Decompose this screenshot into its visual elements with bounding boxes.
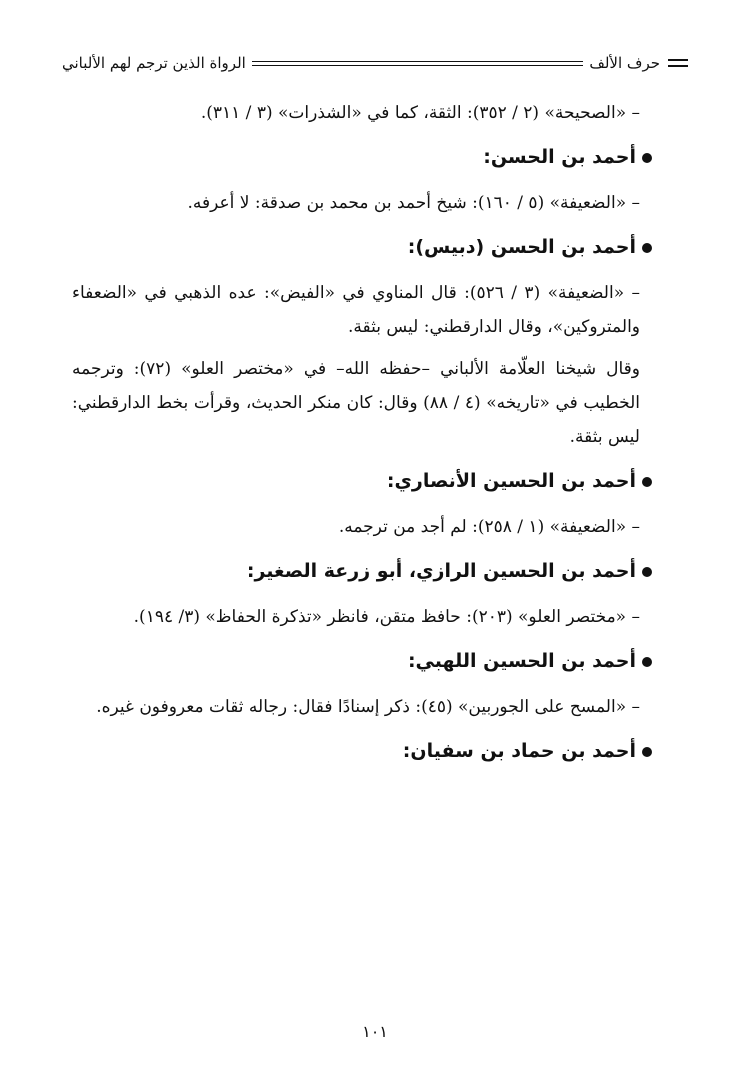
entry-paragraph: – «مختصر العلو» (٢٠٣): حافظ متقن، فانظر «تذكرة الحفاظ» (٣/ ١٩٤).: [133, 607, 640, 627]
page-number: ١٠١: [362, 1022, 388, 1041]
entry-continued: [72, 96, 640, 130]
bullet-icon: [642, 153, 652, 163]
entry-paragraph: – «الضعيفة» (٥ / ١٦٠): شيخ أحمد بن محمد بن صدقة: لا أعرفه.: [187, 193, 640, 213]
bullet-icon: [642, 657, 652, 667]
bullet-icon: [642, 477, 652, 487]
entry-paragraph: وقال شيخنا العلّامة الألباني –حفظه الله– في «مختصر العلو» (٧٢): وترجمه الخطيب في «تاريخه» (٤ / ٨٨) وقال: كان منكر الحديث، وقرأت بخط الدارقطني: ليس بثقة.: [72, 359, 640, 447]
entry-paragraph: – «الصحيحة» (٢ / ٣٥٢): الثقة، كما في «الشذرات» (٣ / ٣١١).: [200, 103, 640, 123]
entry-paragraph: – «المسح على الجوربين» (٤٥): ذكر إسنادًا فقال: رجاله ثقات معروفون غيره.: [96, 697, 640, 717]
book-title: الرواة الذين ترجم لهم الألباني: [62, 54, 246, 72]
entry-ahmad-ibn-hammad: [72, 738, 640, 764]
entry-paragraph: – «الضعيفة» (١ / ٢٥٨): لم أجد من ترجمه.: [338, 517, 640, 537]
bullet-icon: [642, 243, 652, 253]
narrator-name: أحمد بن الحسن:: [72, 144, 652, 170]
narrator-name: أحمد بن الحسن (دبيس):: [72, 234, 652, 260]
entry-ahmad-ibn-al-husayn-al-ansari: [72, 468, 640, 544]
entry-paragraph: – «الضعيفة» (٣ / ٥٢٦): قال المناوي في «الفيض»: عده الذهبي في «الضعفاء والمتروكين»، وقال الدارقطني: ليس بثقة.: [72, 283, 640, 337]
bullet-icon: [642, 567, 652, 577]
bullet-icon: [642, 747, 652, 757]
entry-ahmad-ibn-al-husayn-al-razi: [72, 558, 640, 634]
chapter-title: حرف الألف: [589, 54, 660, 72]
header-rule: [252, 61, 584, 66]
narrator-name: أحمد بن حماد بن سفيان:: [72, 738, 652, 764]
header-ornament: [668, 59, 688, 67]
narrator-name: أحمد بن الحسين اللهبي:: [72, 648, 652, 674]
narrator-name: أحمد بن الحسين الأنصاري:: [72, 468, 652, 494]
page-body: [72, 96, 640, 764]
running-header: [62, 50, 688, 76]
narrator-name: أحمد بن الحسين الرازي، أبو زرعة الصغير:: [72, 558, 652, 584]
entry-ahmad-ibn-al-hasan: [72, 144, 640, 220]
entry-ahmad-ibn-al-husayn-al-lahabi: [72, 648, 640, 724]
entry-ahmad-ibn-al-hasan-dubays: [72, 234, 640, 454]
